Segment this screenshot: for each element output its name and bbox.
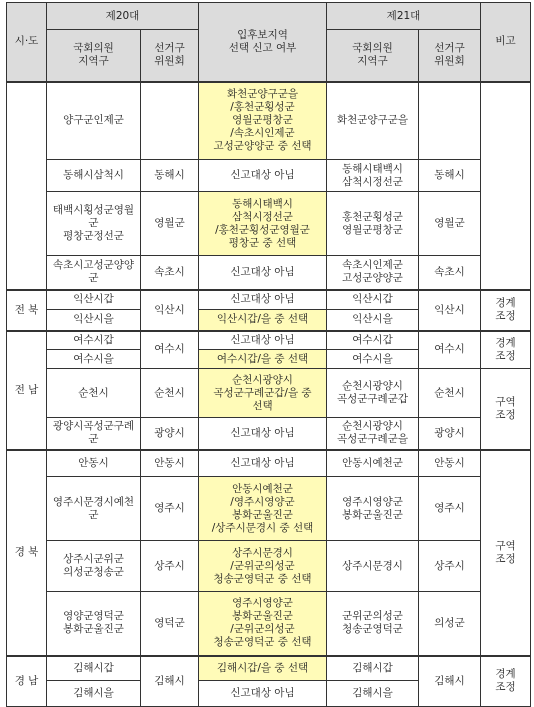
selection-cell: 신고대상 아님 [199, 160, 327, 192]
district-20-cell: 김해시갑 [47, 656, 141, 681]
sido-cell: 경 북 [7, 450, 47, 656]
district-20-cell: 영주시문경시예천군 [47, 477, 141, 541]
district-20-cell: 광양시곡성군구례군 [47, 418, 141, 450]
district-21-cell: 홍천군횡성군 영월군평창군 [327, 192, 419, 256]
header-note: 비고 [481, 3, 531, 82]
sido-cell: 전 북 [7, 290, 47, 331]
district-20-cell: 상주시군위군 의성군청송군 [47, 541, 141, 592]
header-selection: 입후보지역 선택 신고 여부 [199, 3, 327, 82]
district-21-cell: 영주시영양군 봉화군울진군 [327, 477, 419, 541]
selection-cell: 화천군양구군을 /홍천군횡성군 영월군평창군 /속초시인제군 고성군양양군 중 선택 [199, 82, 327, 160]
table-row [7, 256, 531, 290]
district-20-cell: 양구군인제군 [47, 82, 141, 160]
selection-cell: 안동시예천군 /영주시영양군 봉화군울진군 /상주시문경시 중 선택 [199, 477, 327, 541]
district-21-cell: 익산시갑 [327, 290, 419, 310]
selection-cell: 상주시문경시 /군위군의성군 청송군영덕군 중 선택 [199, 541, 327, 592]
committee-20-cell: 안동시 [141, 450, 199, 477]
committee-20-cell: 익산시 [141, 290, 199, 331]
table-row [7, 477, 531, 541]
header-21st: 제21대 [327, 3, 481, 30]
committee-20-cell: 속초시 [141, 256, 199, 290]
district-20-cell: 순천시 [47, 369, 141, 418]
committee-20-cell: 여수시 [141, 331, 199, 369]
selection-cell: 신고대상 아님 [199, 450, 327, 477]
selection-cell: 신고대상 아님 [199, 418, 327, 450]
committee-20-cell: 순천시 [141, 369, 199, 418]
selection-cell: 익산시갑/을 중 선택 [199, 310, 327, 331]
note-cell: 경계 조정 [481, 290, 531, 331]
district-20-cell: 태백시횡성군영월군 평창군정선군 [47, 192, 141, 256]
district-20-cell: 동해시삼척시 [47, 160, 141, 192]
district-20-cell: 속초시고성군양양군 [47, 256, 141, 290]
note-cell: 구역 조정 [481, 450, 531, 656]
committee-20-cell: 영월군 [141, 192, 199, 256]
district-21-cell: 순천시광양시 곡성군구례군갑 [327, 369, 419, 418]
district-20-cell: 영양군영덕군 봉화군울진군 [47, 592, 141, 656]
district-21-cell: 상주시문경시 [327, 541, 419, 592]
district-21-cell: 익산시을 [327, 310, 419, 331]
district-21-cell: 김해시을 [327, 681, 419, 707]
committee-20-cell [141, 82, 199, 160]
header-committee-21: 선거구 위원회 [419, 30, 481, 82]
district-20-cell: 익산시을 [47, 310, 141, 331]
district-21-cell: 순천시광양시 곡성군구례군을 [327, 418, 419, 450]
committee-20-cell: 동해시 [141, 160, 199, 192]
table-row [7, 369, 531, 418]
selection-cell: 신고대상 아님 [199, 256, 327, 290]
district-21-cell: 화천군양구군을 [327, 82, 419, 160]
table-row [7, 592, 531, 656]
district-20-cell: 여수시을 [47, 350, 141, 369]
sido-cell: 전 남 [7, 331, 47, 450]
district-20-cell: 여수시갑 [47, 331, 141, 350]
committee-21-cell: 영월군 [419, 192, 481, 256]
district-21-cell: 군위군의성군 청송군영덕군 [327, 592, 419, 656]
district-21-cell: 속초시인제군 고성군양양군 [327, 256, 419, 290]
committee-21-cell: 속초시 [419, 256, 481, 290]
header-district-20: 국회의원 지역구 [47, 30, 141, 82]
committee-21-cell: 광양시 [419, 418, 481, 450]
selection-cell: 영주시영양군 봉화군울진군 /군위군의성군 청송군영덕군 중 선택 [199, 592, 327, 656]
table-row [7, 160, 531, 192]
committee-21-cell: 의성군 [419, 592, 481, 656]
selection-cell: 신고대상 아님 [199, 681, 327, 707]
header-district-21: 국회의원 지역구 [327, 30, 419, 82]
district-20-cell: 익산시갑 [47, 290, 141, 310]
committee-21-cell: 김해시 [419, 656, 481, 707]
table-row [7, 450, 531, 477]
sido-cell: 경 남 [7, 656, 47, 707]
committee-21-cell: 익산시 [419, 290, 481, 331]
committee-20-cell: 영덕군 [141, 592, 199, 656]
table-row [7, 331, 531, 350]
committee-21-cell: 순천시 [419, 369, 481, 418]
table-row [7, 656, 531, 681]
committee-21-cell: 동해시 [419, 160, 481, 192]
note-cell: 경계 조정 [481, 656, 531, 707]
sido-cell [7, 82, 47, 290]
selection-cell: 여수시갑/을 중 선택 [199, 350, 327, 369]
header-20th: 제20대 [47, 3, 199, 30]
committee-20-cell: 상주시 [141, 541, 199, 592]
committee-20-cell: 김해시 [141, 656, 199, 707]
committee-20-cell: 영주시 [141, 477, 199, 541]
table-row [7, 541, 531, 592]
note-cell: 구역 조정 [481, 369, 531, 450]
committee-21-cell [419, 82, 481, 160]
district-21-cell: 여수시갑 [327, 331, 419, 350]
district-table [6, 2, 531, 707]
district-20-cell: 김해시을 [47, 681, 141, 707]
district-21-cell: 여수시을 [327, 350, 419, 369]
selection-cell: 신고대상 아님 [199, 331, 327, 350]
committee-21-cell: 여수시 [419, 331, 481, 369]
committee-21-cell: 안동시 [419, 450, 481, 477]
table-row [7, 290, 531, 310]
selection-cell: 순천시광양시 곡성군구례군갑/을 중 선택 [199, 369, 327, 418]
header-sido: 시·도 [7, 3, 47, 82]
table-row [7, 418, 531, 450]
committee-20-cell: 광양시 [141, 418, 199, 450]
committee-21-cell: 영주시 [419, 477, 481, 541]
selection-cell: 김해시갑/을 중 선택 [199, 656, 327, 681]
note-cell [481, 82, 531, 290]
district-21-cell: 김해시갑 [327, 656, 419, 681]
district-21-cell: 안동시예천군 [327, 450, 419, 477]
note-cell: 경계 조정 [481, 331, 531, 369]
committee-21-cell: 상주시 [419, 541, 481, 592]
table-row [7, 82, 531, 160]
selection-cell: 신고대상 아님 [199, 290, 327, 310]
selection-cell: 동해시태백시 삼척시정선군 /홍천군횡성군영월군 평창군 중 선택 [199, 192, 327, 256]
district-20-cell: 안동시 [47, 450, 141, 477]
header-committee-20: 선거구 위원회 [141, 30, 199, 82]
district-21-cell: 동해시태백시 삼척시정선군 [327, 160, 419, 192]
table-row [7, 192, 531, 256]
